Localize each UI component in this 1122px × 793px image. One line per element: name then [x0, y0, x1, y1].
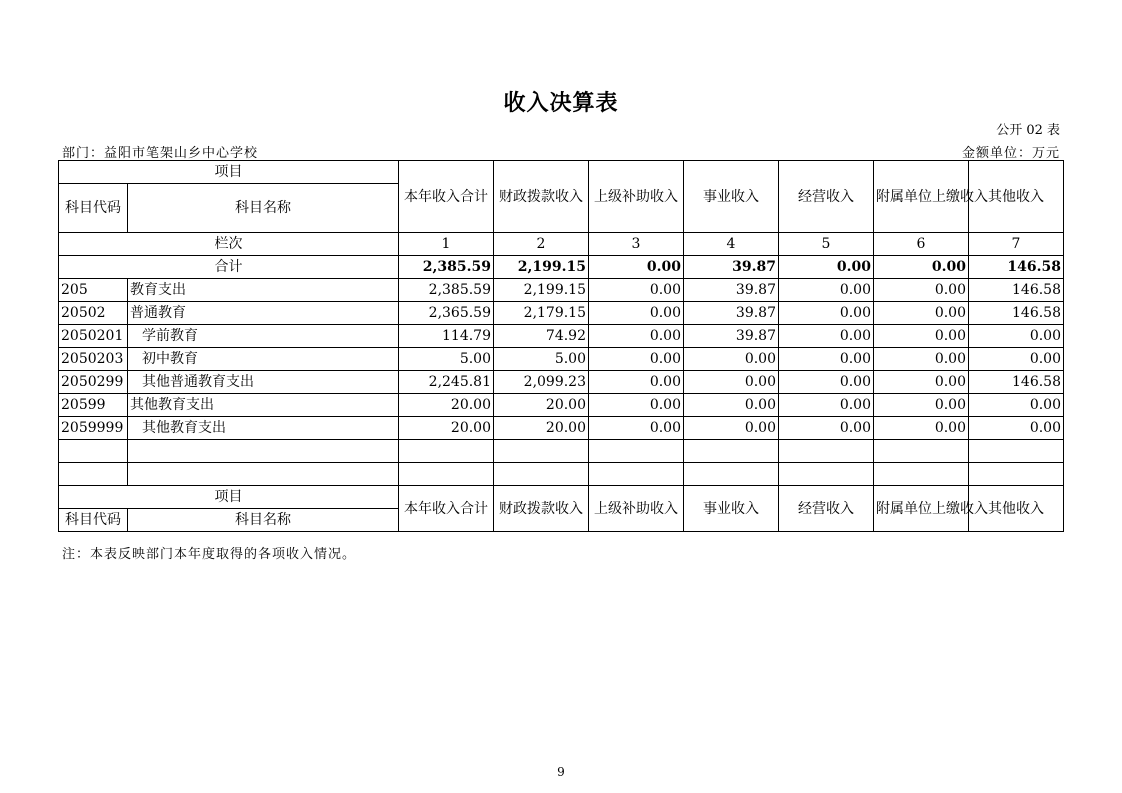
- empty-cell: [128, 463, 399, 486]
- row-code: 2050299: [59, 371, 128, 394]
- row-value: 20.00: [399, 417, 494, 440]
- row-value: 5.00: [399, 348, 494, 371]
- row-value: 2,199.15: [494, 279, 589, 302]
- row-code: 20599: [59, 394, 128, 417]
- row-name: 其他教育支出: [128, 394, 399, 417]
- row-value: 2,245.81: [399, 371, 494, 394]
- total-row: [59, 256, 1064, 279]
- col-no-3: 3: [589, 233, 684, 256]
- footer-name: 科目名称: [128, 509, 399, 532]
- row-value: 0.00: [589, 394, 684, 417]
- header-affiliated: 附属单位上缴收入: [874, 161, 969, 233]
- footer-header-row-1: [59, 486, 1064, 509]
- row-value: 20.00: [399, 394, 494, 417]
- row-value: 20.00: [494, 417, 589, 440]
- empty-cell: [874, 463, 969, 486]
- row-value: 0.00: [589, 279, 684, 302]
- empty-row: [59, 440, 1064, 463]
- empty-cell: [589, 463, 684, 486]
- header-superior: 上级补助收入: [589, 161, 684, 233]
- row-code: 20502: [59, 302, 128, 325]
- form-number: 公开 02 表: [996, 123, 1060, 138]
- row-value: 0.00: [779, 371, 874, 394]
- row-value: 0.00: [589, 325, 684, 348]
- row-value: 0.00: [589, 371, 684, 394]
- col-no-1: 1: [399, 233, 494, 256]
- row-value: 0.00: [874, 302, 969, 325]
- row-value: 0.00: [874, 417, 969, 440]
- footer-code: 科目代码: [59, 509, 128, 532]
- row-number-label: 栏次: [59, 233, 399, 256]
- row-value: 146.58: [969, 279, 1064, 302]
- row-value: 0.00: [589, 348, 684, 371]
- footer-fiscal: 财政拨款收入: [494, 486, 589, 532]
- row-code: 2059999: [59, 417, 128, 440]
- row-value: 0.00: [779, 325, 874, 348]
- table-row: [59, 394, 1064, 417]
- empty-cell: [969, 440, 1064, 463]
- row-value: 0.00: [874, 371, 969, 394]
- header-project: 项目: [59, 161, 399, 184]
- footer-total: 本年收入合计: [399, 486, 494, 532]
- row-value: 0.00: [779, 279, 874, 302]
- row-value: 0.00: [684, 394, 779, 417]
- empty-cell: [779, 440, 874, 463]
- table-row: [59, 279, 1064, 302]
- empty-cell: [59, 440, 128, 463]
- empty-cell: [494, 440, 589, 463]
- table-row: [59, 302, 1064, 325]
- empty-cell: [874, 440, 969, 463]
- row-value: 2,099.23: [494, 371, 589, 394]
- total-value: 2,385.59: [399, 256, 494, 279]
- row-value: 146.58: [969, 302, 1064, 325]
- row-value: 0.00: [874, 394, 969, 417]
- row-code: 2050203: [59, 348, 128, 371]
- empty-cell: [128, 440, 399, 463]
- row-value: 20.00: [494, 394, 589, 417]
- empty-cell: [399, 440, 494, 463]
- header-other: 其他收入: [969, 161, 1064, 233]
- page-title: 收入决算表: [503, 91, 619, 116]
- row-value: 2,365.59: [399, 302, 494, 325]
- income-table: [58, 160, 1064, 532]
- row-value: 0.00: [589, 302, 684, 325]
- header-code: 科目代码: [59, 184, 128, 233]
- empty-cell: [969, 463, 1064, 486]
- footer-operating: 经营收入: [779, 486, 874, 532]
- col-no-4: 4: [684, 233, 779, 256]
- total-value: 39.87: [684, 256, 779, 279]
- empty-cell: [494, 463, 589, 486]
- row-name: 学前教育: [128, 325, 399, 348]
- row-code: 205: [59, 279, 128, 302]
- empty-cell: [399, 463, 494, 486]
- empty-cell: [779, 463, 874, 486]
- page-number: 9: [557, 765, 565, 779]
- row-code: 2050201: [59, 325, 128, 348]
- row-value: 0.00: [589, 417, 684, 440]
- row-value: 0.00: [684, 348, 779, 371]
- col-no-7: 7: [969, 233, 1064, 256]
- row-name: 其他教育支出: [128, 417, 399, 440]
- row-number-row: [59, 233, 1064, 256]
- table-note: 注：本表反映部门本年度取得的各项收入情况。: [62, 547, 357, 562]
- row-value: 0.00: [969, 348, 1064, 371]
- row-value: 0.00: [684, 371, 779, 394]
- row-value: 2,179.15: [494, 302, 589, 325]
- department-label: 部门：益阳市笔架山乡中心学校: [62, 146, 259, 161]
- amount-unit-label: 金额单位：万元: [961, 146, 1060, 161]
- empty-row: [59, 463, 1064, 486]
- empty-cell: [589, 440, 684, 463]
- row-value: 2,385.59: [399, 279, 494, 302]
- row-value: 0.00: [969, 417, 1064, 440]
- row-value: 0.00: [779, 394, 874, 417]
- row-value: 0.00: [874, 325, 969, 348]
- header-fiscal: 财政拨款收入: [494, 161, 589, 233]
- header-name: 科目名称: [128, 184, 399, 233]
- row-value: 0.00: [969, 325, 1064, 348]
- empty-cell: [59, 463, 128, 486]
- table-row: [59, 417, 1064, 440]
- row-name: 普通教育: [128, 302, 399, 325]
- row-value: 114.79: [399, 325, 494, 348]
- total-label: 合计: [59, 256, 399, 279]
- table-row: [59, 371, 1064, 394]
- total-value: 0.00: [874, 256, 969, 279]
- total-value: 0.00: [779, 256, 874, 279]
- row-value: 74.92: [494, 325, 589, 348]
- row-name: 教育支出: [128, 279, 399, 302]
- row-value: 0.00: [779, 302, 874, 325]
- header-operating: 经营收入: [779, 161, 874, 233]
- row-value: 39.87: [684, 302, 779, 325]
- row-value: 39.87: [684, 279, 779, 302]
- empty-cell: [684, 463, 779, 486]
- footer-superior: 上级补助收入: [589, 486, 684, 532]
- col-no-2: 2: [494, 233, 589, 256]
- header-total: 本年收入合计: [399, 161, 494, 233]
- total-value: 146.58: [969, 256, 1064, 279]
- empty-cell: [684, 440, 779, 463]
- row-name: 其他普通教育支出: [128, 371, 399, 394]
- footer-project: 项目: [59, 486, 399, 509]
- row-value: 146.58: [969, 371, 1064, 394]
- row-value: 0.00: [684, 417, 779, 440]
- footer-affiliated: 附属单位上缴收入: [874, 486, 969, 532]
- footer-other: 其他收入: [969, 486, 1064, 532]
- header-row-1: [59, 161, 1064, 184]
- row-value: 39.87: [684, 325, 779, 348]
- row-value: 0.00: [969, 394, 1064, 417]
- row-value: 5.00: [494, 348, 589, 371]
- row-value: 0.00: [779, 417, 874, 440]
- header-business: 事业收入: [684, 161, 779, 233]
- row-value: 0.00: [874, 279, 969, 302]
- row-value: 0.00: [779, 348, 874, 371]
- table-row: [59, 348, 1064, 371]
- row-value: 0.00: [874, 348, 969, 371]
- table-row: [59, 325, 1064, 348]
- col-no-6: 6: [874, 233, 969, 256]
- col-no-5: 5: [779, 233, 874, 256]
- total-value: 0.00: [589, 256, 684, 279]
- total-value: 2,199.15: [494, 256, 589, 279]
- row-name: 初中教育: [128, 348, 399, 371]
- footer-business: 事业收入: [684, 486, 779, 532]
